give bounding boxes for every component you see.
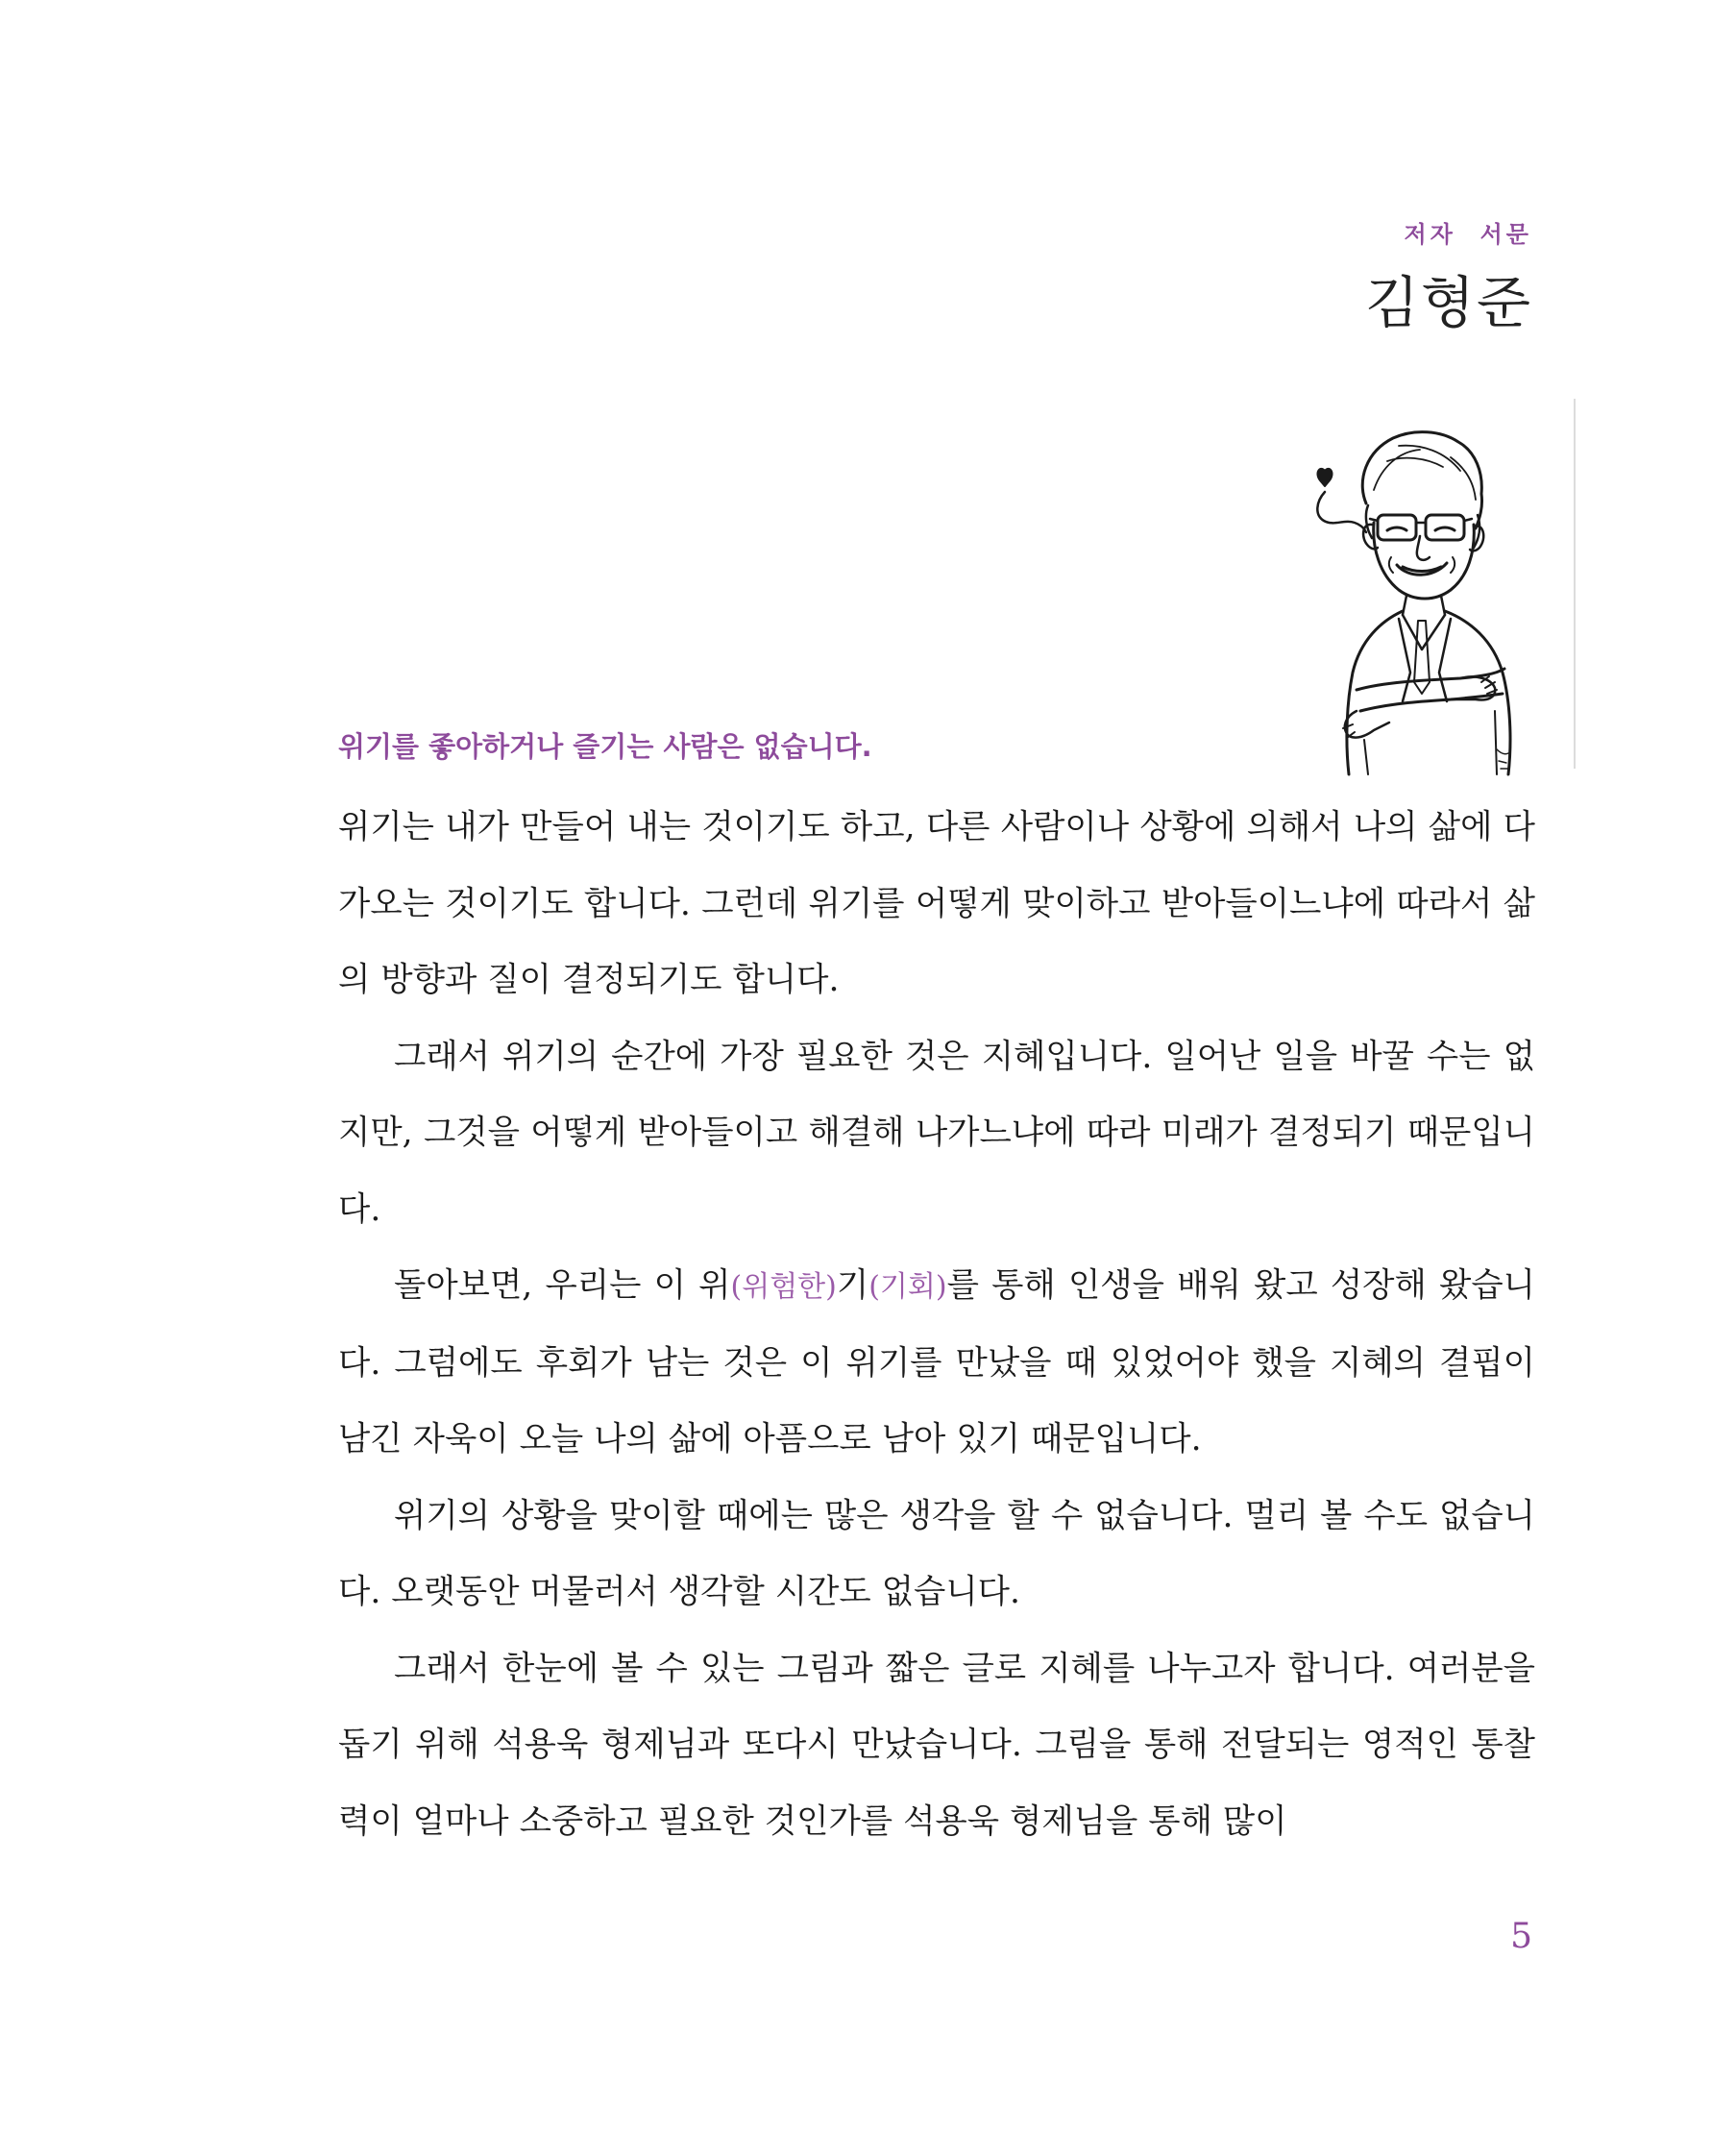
paragraph-3-text-1: 돌아보면, 우리는 이 위	[394, 1266, 731, 1305]
highlight-danger: (위험한)	[730, 1270, 837, 1304]
body-text	[338, 790, 1535, 1860]
paragraph-1: 위기는 내가 만들어 내는 것이기도 하고, 다른 사람이나 상황에 의해서 나의 삶에 다가오는 것이기도 합니다. 그런데 위기를 어떻게 맞이하고 받아들이느냐에 따라서 삶의 방향과 질이 결정되기도 합니다.	[338, 808, 1535, 999]
section-label: 저자 서문	[1404, 221, 1532, 248]
lead-sentence: 위기를 좋아하거나 즐기는 사람은 없습니다.	[338, 730, 872, 763]
page-number: 5	[1510, 1917, 1532, 1956]
paragraph-5: 그래서 한눈에 볼 수 있는 그림과 짧은 글로 지혜를 나누고자 합니다. 여러분을 돕기 위해 석용욱 형제님과 또다시 만났습니다. 그림을 통해 전달되는 영적인 통찰력이 얼마나 소중하고 필요한 것인가를 석용욱 형제님을 통해 많이	[338, 1649, 1535, 1841]
paragraph-3-text-3: 를 통해 인생을 배워 왔고 성장해 왔습니다. 그럼에도 후회가 남는 것은 이 위기를 만났을 때 있었어야 했을 지혜의 결핍이 남긴 자욱이 오늘 나의 삶에 아픔으로 남아 있기 때문입니다.	[338, 1266, 1536, 1458]
paragraph-3	[338, 1248, 1535, 1479]
paragraph-3-text-2: 기	[836, 1266, 869, 1305]
paragraph-4: 위기의 상황을 맞이할 때에는 많은 생각을 할 수 없습니다. 멀리 볼 수도 없습니다. 오랫동안 머물러서 생각할 시간도 없습니다.	[338, 1496, 1535, 1611]
highlight-opportunity: (기회)	[868, 1270, 947, 1304]
author-caricature-icon	[1307, 423, 1556, 778]
side-rule	[1574, 399, 1576, 769]
author-name: 김형준	[1364, 270, 1532, 335]
paragraph-2: 그래서 위기의 순간에 가장 필요한 것은 지혜입니다. 일어난 일을 바꿀 수는 없지만, 그것을 어떻게 받아들이고 해결해 나가느냐에 따라 미래가 결정되기 때문입니다.	[338, 1037, 1535, 1229]
